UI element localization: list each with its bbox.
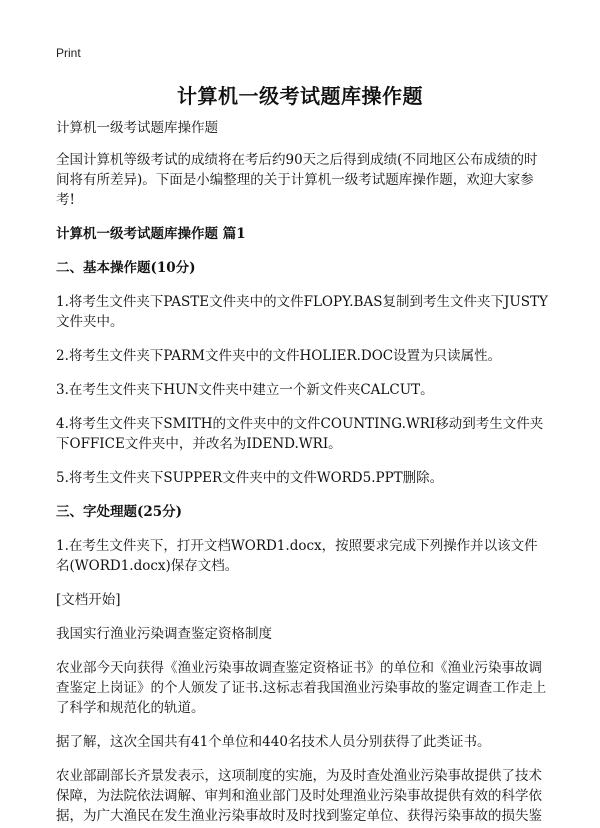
page-title: 计算机一级考试题库操作题 <box>177 84 423 108</box>
doc-start-marker: [文档开始] <box>56 592 121 608</box>
part2-item-2: 2.将考生文件夹下PARM文件夹中的文件HOLIER.DOC设置为只读属性。 <box>56 348 502 364</box>
part2-item-1: 1.将考生文件夹下PASTE文件夹中的文件FLOPY.BAS复制到考生文件夹下JUSTY文件夹中。 <box>56 294 548 330</box>
print-link[interactable]: Print <box>56 46 81 60</box>
part2-item-4: 4.将考生文件夹下SMITH的文件夹中的文件COUNTING.WRI移动到考生文件夹下OFFICE文件夹中，并改名为IDEND.WRI。 <box>56 416 544 452</box>
document-body <box>56 118 548 828</box>
part2-item-3: 3.在考生文件夹下HUN文件夹中建立一个新文件夹CALCUT。 <box>56 382 434 398</box>
document-subtitle: 计算机一级考试题库操作题 <box>56 120 218 136</box>
part2-item-5: 5.将考生文件夹下SUPPER文件夹中的文件WORD5.PPT删除。 <box>56 470 444 486</box>
part2-heading: 二、基本操作题(10分) <box>56 260 196 276</box>
section-title: 计算机一级考试题库操作题 篇1 <box>56 226 246 242</box>
doc-title: 我国实行渔业污染调查鉴定资格制度 <box>56 626 272 642</box>
doc-paragraph-3: 农业部副部长齐景发表示，这项制度的实施，为及时查处渔业污染事故提供了技术保障，为法院依法调解、审判和渔业部门及时处理渔业污染事故提供有效的科学依据，为广大渔民在发生渔业污染事故时及时找到鉴定单位、获得污染事故的损失鉴 <box>56 768 542 824</box>
part3-item-1: 1.在考生文件夹下，打开文档WORD1.docx，按照要求完成下列操作并以该文件名(WORD1.docx)保存文档。 <box>56 538 538 574</box>
doc-paragraph-1: 农业部今天向获得《渔业污染事故调查鉴定资格证书》的单位和《渔业污染事故调查鉴定上岗证》的个人颁发了证书.这标志着我国渔业污染事故的鉴定调查工作走上了科学和规范化的轨道。 <box>56 660 547 716</box>
intro-paragraph: 全国计算机等级考试的成绩将在考后约90天之后得到成绩(不同地区公布成绩的时间将有所差异)。下面是小编整理的关于计算机一级考试题库操作题，欢迎大家参考! <box>56 152 538 208</box>
doc-paragraph-2: 据了解，这次全国共有41个单位和440名技术人员分别获得了此类证书。 <box>56 734 491 750</box>
part3-heading: 三、字处理题(25分) <box>56 504 183 520</box>
